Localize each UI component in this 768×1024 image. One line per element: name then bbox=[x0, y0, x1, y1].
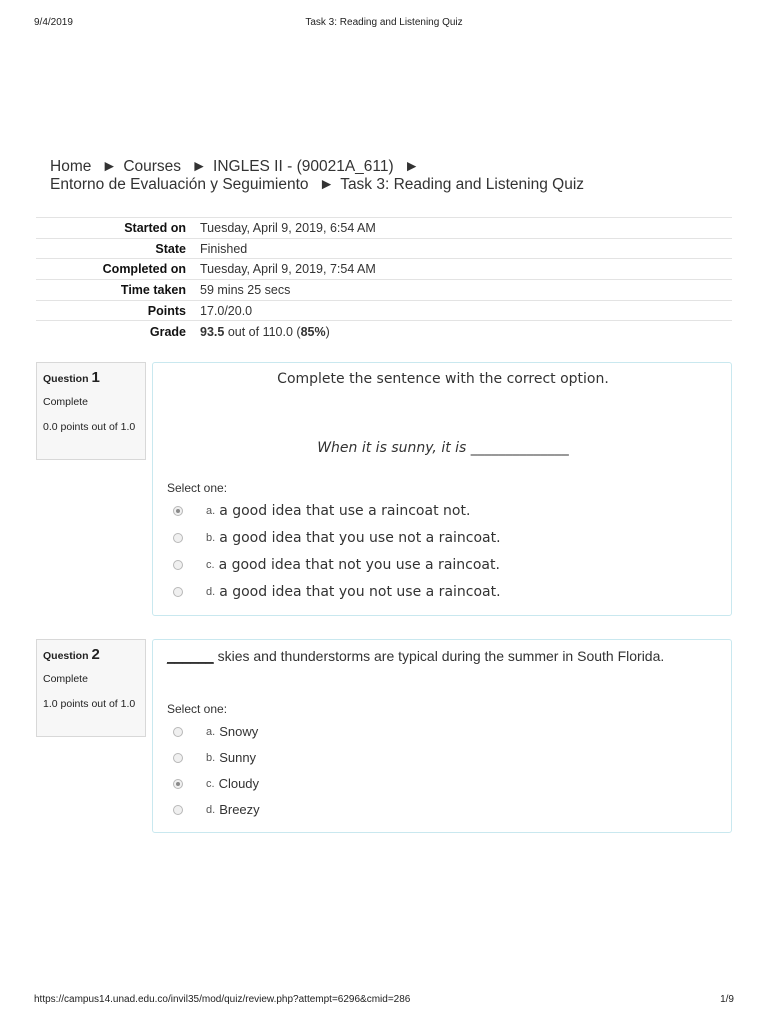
radio-button[interactable] bbox=[173, 560, 183, 570]
option-text: a good idea that you not use a raincoat. bbox=[219, 584, 501, 600]
question-prompt bbox=[167, 648, 687, 664]
breadcrumb-course[interactable]: INGLES II - (90021A_611) bbox=[213, 158, 394, 175]
option-letter: b. bbox=[206, 532, 216, 544]
option-letter: a. bbox=[206, 505, 216, 517]
question-number bbox=[43, 369, 139, 386]
grade-label: Grade bbox=[149, 324, 186, 339]
summary-row bbox=[36, 218, 732, 239]
question-2-info bbox=[36, 639, 146, 737]
summary-row bbox=[36, 300, 732, 321]
option-a[interactable] bbox=[173, 503, 470, 519]
option-text: Breezy bbox=[219, 802, 260, 817]
breadcrumb-home[interactable]: Home bbox=[50, 158, 92, 175]
option-d[interactable] bbox=[173, 802, 260, 817]
summary-value: 17.0/20.0 bbox=[200, 303, 253, 318]
radio-button[interactable] bbox=[173, 533, 183, 543]
question-1-info bbox=[36, 362, 146, 460]
question-2-content bbox=[152, 639, 732, 833]
grade-score: 93.5 bbox=[200, 324, 225, 339]
option-text: a good idea that not you use a raincoat. bbox=[218, 557, 500, 573]
option-text: a good idea that use a raincoat not. bbox=[219, 503, 471, 519]
grade-value bbox=[200, 321, 732, 342]
summary-value: Tuesday, April 9, 2019, 6:54 AM bbox=[200, 220, 376, 235]
summary-row-grade bbox=[36, 321, 732, 342]
print-header bbox=[0, 17, 768, 31]
summary-value: Finished bbox=[200, 241, 248, 256]
summary-row bbox=[36, 259, 732, 280]
select-one-label: Select one: bbox=[167, 702, 228, 716]
summary-row bbox=[36, 238, 732, 259]
question-state: Complete bbox=[43, 673, 88, 685]
radio-button[interactable] bbox=[173, 805, 183, 815]
option-letter: d. bbox=[206, 803, 216, 816]
breadcrumb-quiz[interactable]: Task 3: Reading and Listening Quiz bbox=[340, 176, 585, 193]
option-b[interactable] bbox=[173, 530, 501, 546]
question-state: Complete bbox=[43, 396, 88, 408]
option-letter: c. bbox=[206, 777, 215, 790]
question-word: Question bbox=[43, 373, 89, 385]
select-one-label: Select one: bbox=[167, 481, 228, 495]
option-a[interactable] bbox=[173, 724, 258, 739]
option-text: a good idea that you use not a raincoat. bbox=[219, 530, 501, 546]
print-footer bbox=[0, 994, 768, 1008]
summary-value: Tuesday, April 9, 2019, 7:54 AM bbox=[200, 262, 376, 277]
question-word: Question bbox=[43, 650, 89, 662]
print-title: Task 3: Reading and Listening Quiz bbox=[305, 17, 463, 28]
grade-end: ) bbox=[325, 324, 330, 339]
radio-button[interactable] bbox=[173, 779, 183, 789]
summary-label: Completed on bbox=[102, 262, 186, 277]
grade-percent: 85% bbox=[300, 324, 326, 339]
summary-label: Points bbox=[147, 303, 186, 318]
print-url: https://campus14.unad.edu.co/invil35/mod/quiz/review.php?attempt=6296&cmid=286 bbox=[34, 994, 411, 1005]
question-number-value: 1 bbox=[91, 369, 100, 386]
option-letter: b. bbox=[206, 751, 216, 764]
breadcrumb-separator: ► bbox=[403, 158, 420, 175]
question-grade: 0.0 points out of 1.0 bbox=[43, 421, 136, 433]
option-b[interactable] bbox=[173, 750, 256, 765]
question-prompt: Complete the sentence with the correct option. bbox=[277, 371, 609, 387]
option-c[interactable] bbox=[173, 557, 500, 573]
breadcrumb-separator: ► bbox=[191, 158, 207, 175]
radio-button[interactable] bbox=[173, 506, 183, 516]
question-number bbox=[43, 646, 139, 663]
breadcrumb-courses[interactable]: Courses bbox=[123, 158, 182, 175]
radio-button[interactable] bbox=[173, 727, 183, 737]
option-letter: a. bbox=[206, 725, 216, 738]
summary-label: Time taken bbox=[120, 282, 186, 297]
prompt-text: skies and thunderstorms are typical during the summer in South Florida. bbox=[213, 648, 665, 664]
radio-button[interactable] bbox=[173, 587, 183, 597]
question-grade: 1.0 points out of 1.0 bbox=[43, 698, 136, 710]
option-letter: c. bbox=[206, 559, 215, 571]
breadcrumb-section[interactable]: Entorno de Evaluación y Seguimiento bbox=[50, 176, 309, 193]
breadcrumb-separator: ► bbox=[101, 158, 118, 175]
summary-value: 59 mins 25 secs bbox=[200, 282, 291, 297]
print-date: 9/4/2019 bbox=[34, 17, 73, 28]
question-1-content bbox=[152, 362, 732, 616]
breadcrumb-separator: ► bbox=[318, 176, 335, 193]
option-letter: d. bbox=[206, 586, 216, 598]
question-example: When it is sunny, it is ______________ bbox=[317, 440, 569, 456]
attempt-summary-table bbox=[36, 217, 732, 342]
option-text: Snowy bbox=[219, 724, 259, 739]
option-text: Sunny bbox=[219, 750, 257, 765]
radio-button[interactable] bbox=[173, 753, 183, 763]
breadcrumb bbox=[50, 158, 740, 194]
page-number: 1/9 bbox=[720, 994, 734, 1005]
summary-label: Started on bbox=[124, 220, 186, 235]
grade-middle: out of 110.0 ( bbox=[224, 324, 301, 339]
prompt-blank: ______ bbox=[167, 648, 214, 664]
option-c[interactable] bbox=[173, 776, 259, 791]
summary-row bbox=[36, 280, 732, 301]
question-number-value: 2 bbox=[91, 646, 100, 663]
summary-label: State bbox=[155, 241, 186, 256]
option-d[interactable] bbox=[173, 584, 501, 600]
option-text: Cloudy bbox=[218, 776, 260, 791]
